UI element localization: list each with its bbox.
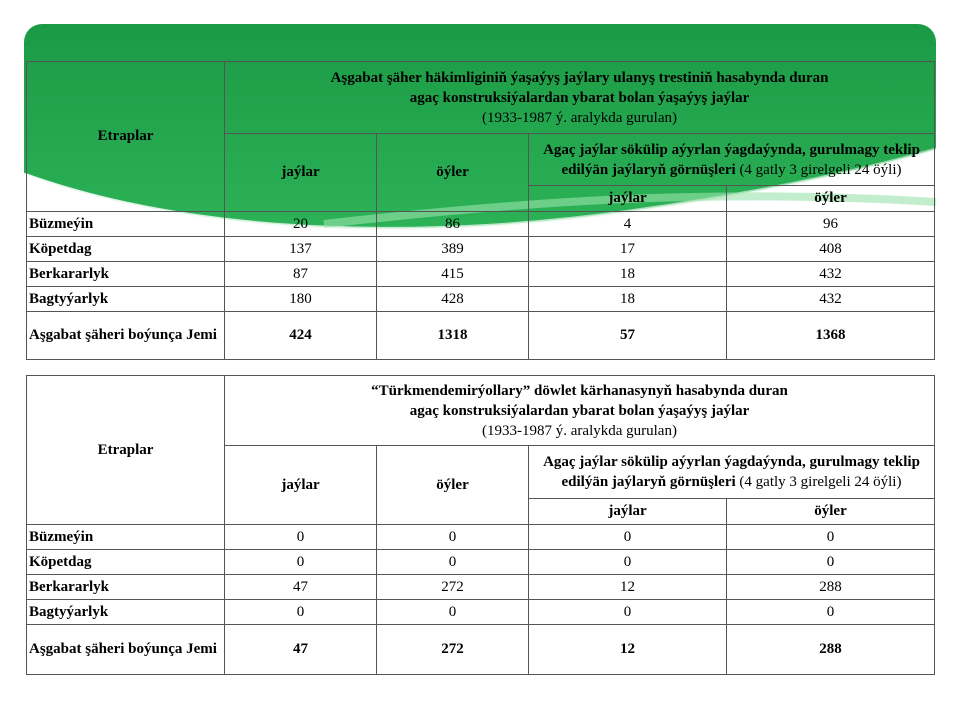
cell-v1: 0 [225,525,377,550]
total-name: Aşgabat şäheri boýunça Jemi [27,625,225,675]
cell-v4: 288 [727,575,935,600]
total-v3: 57 [529,312,727,360]
housing-table-railways [26,375,935,675]
cell-v3: 4 [529,212,727,237]
total-v4: 1368 [727,312,935,360]
table-title [225,376,935,446]
cell-v1: 0 [225,600,377,625]
total-v3: 12 [529,625,727,675]
row-name: Büzmeýin [27,212,225,237]
row-name: Köpetdag [27,237,225,262]
total-v4: 288 [727,625,935,675]
sub-header-normal: (4 gatly 3 girelgeli 24 öýli) [739,161,902,178]
table-row [27,525,935,550]
cell-v4: 432 [727,262,935,287]
cell-v2: 272 [377,575,529,600]
table-row [27,237,935,262]
housing-table-city [26,61,935,360]
cell-v3: 18 [529,287,727,312]
title-line-1: “Türkmendemirýollary” döwlet kärhanasynyň hasabynda duran [371,382,788,399]
table-row [27,600,935,625]
col-jaylar: jaýlar [225,446,377,525]
table-row [27,287,935,312]
total-row [27,625,935,675]
cell-v2: 86 [377,212,529,237]
title-period: (1933-1987 ý. aralykda gurulan) [482,109,677,126]
sub-header-bold: Agaç jaýlar sökülip aýyrlan ýagdaýynda, gurulmagy teklip edilýän jaýlaryň görnüşleri [543,454,920,490]
cell-v1: 137 [225,237,377,262]
cell-v4: 0 [727,550,935,575]
corner-header: Etraplar [27,62,225,212]
table-row [27,262,935,287]
cell-v1: 87 [225,262,377,287]
total-v2: 1318 [377,312,529,360]
row-name: Bagtyýarlyk [27,600,225,625]
sub-col-oyler: öýler [727,499,935,525]
row-name: Berkararlyk [27,262,225,287]
cell-v2: 389 [377,237,529,262]
sub-col-jaylar: jaýlar [529,499,727,525]
total-v1: 424 [225,312,377,360]
row-name: Köpetdag [27,550,225,575]
cell-v1: 0 [225,550,377,575]
sub-col-jaylar: jaýlar [529,186,727,212]
cell-v4: 0 [727,525,935,550]
cell-v3: 0 [529,600,727,625]
cell-v1: 47 [225,575,377,600]
cell-v1: 20 [225,212,377,237]
corner-header: Etraplar [27,376,225,525]
cell-v3: 0 [529,525,727,550]
sub-col-oyler: öýler [727,186,935,212]
cell-v3: 0 [529,550,727,575]
total-v2: 272 [377,625,529,675]
title-line-1: Aşgabat şäher häkimliginiň ýaşaýyş jaýlary ulanyş trestiniň hasabynda duran [330,69,829,86]
cell-v4: 96 [727,212,935,237]
cell-v3: 17 [529,237,727,262]
title-period: (1933-1987 ý. aralykda gurulan) [482,422,677,439]
total-row [27,312,935,360]
col-oyler: öýler [377,134,529,212]
row-name: Bagtyýarlyk [27,287,225,312]
table-row [27,575,935,600]
cell-v1: 180 [225,287,377,312]
cell-v2: 0 [377,600,529,625]
table-row [27,550,935,575]
title-line-2: agaç konstruksiýalardan ybarat bolan ýaşaýyş jaýlar [409,402,750,419]
total-v1: 47 [225,625,377,675]
sub-header-bold: Agaç jaýlar sökülip aýyrlan ýagdaýynda, gurulmagy teklip edilýän jaýlaryň görnüşleri [543,141,920,178]
sub-header-normal: (4 gatly 3 girelgeli 24 öýli) [739,474,902,490]
cell-v3: 12 [529,575,727,600]
cell-v2: 415 [377,262,529,287]
cell-v4: 0 [727,600,935,625]
sub-header [529,134,935,186]
row-name: Berkararlyk [27,575,225,600]
sub-header [529,446,935,499]
table-title [225,62,935,134]
cell-v4: 432 [727,287,935,312]
total-name: Aşgabat şäheri boýunça Jemi [27,312,225,360]
col-oyler: öýler [377,446,529,525]
col-jaylar: jaýlar [225,134,377,212]
table-row [27,212,935,237]
cell-v2: 428 [377,287,529,312]
row-name: Büzmeýin [27,525,225,550]
cell-v2: 0 [377,525,529,550]
cell-v3: 18 [529,262,727,287]
cell-v4: 408 [727,237,935,262]
cell-v2: 0 [377,550,529,575]
title-line-2: agaç konstruksiýalardan ybarat bolan ýaşaýyş jaýlar [409,89,750,106]
